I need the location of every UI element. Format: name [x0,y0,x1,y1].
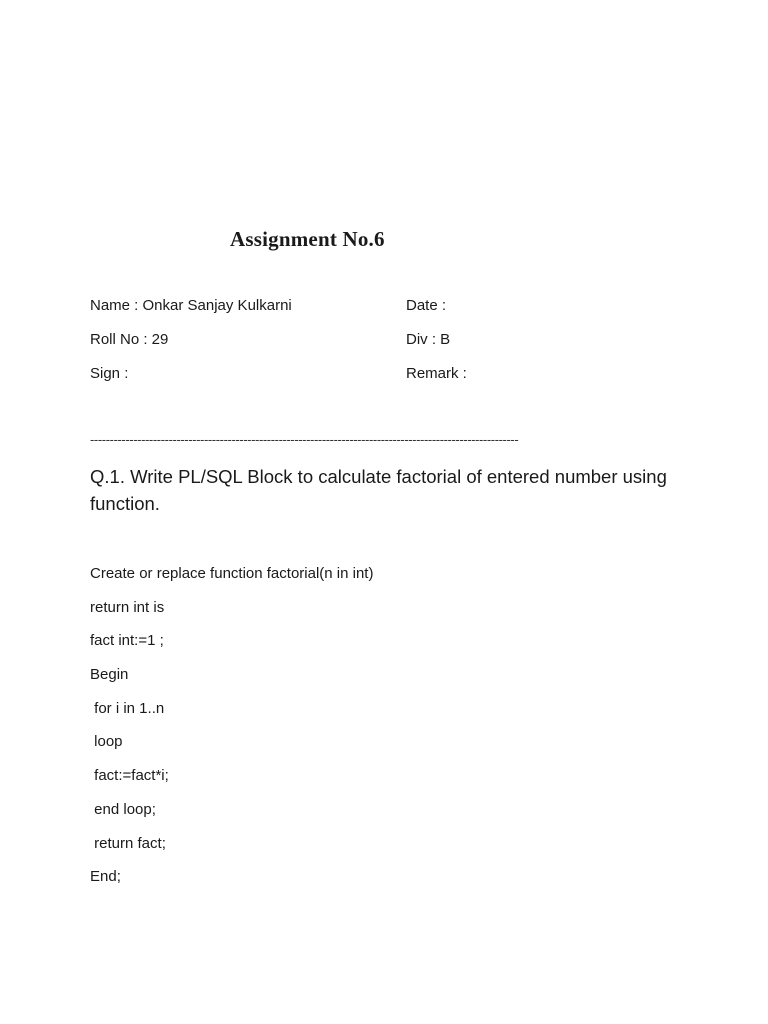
code-line: fact:=fact*i; [90,767,169,785]
sign-field: Sign : [90,365,129,382]
info-row-name [90,297,690,319]
code-line: fact int:=1 ; [90,632,164,650]
code-line: End; [90,868,121,886]
student-name: Name : Onkar Sanjay Kulkarni [90,297,292,314]
code-line: return int is [90,598,165,616]
section-divider: ------------------------------------------------------------------------------------------------------------- [90,432,519,447]
code-line: end loop; [90,800,156,818]
info-row-roll [90,331,690,353]
roll-number: Roll No : 29 [90,331,169,348]
question-text: Q.1. Write PL/SQL Block to calculate factorial of entered number using function. [90,466,667,514]
remark-field: Remark : [406,365,467,382]
date-field: Date : [406,297,447,314]
code-line: for i in 1..n [90,699,165,717]
info-row-sign [90,365,690,387]
code-line: loop [90,733,123,751]
assignment-title: Assignment No.6 [230,227,385,251]
code-line: Begin [90,666,129,684]
code-line: Create or replace function factorial(n in int) [90,565,374,582]
code-block [90,562,373,899]
division: Div : B [406,331,451,348]
code-line: return fact; [90,834,166,852]
